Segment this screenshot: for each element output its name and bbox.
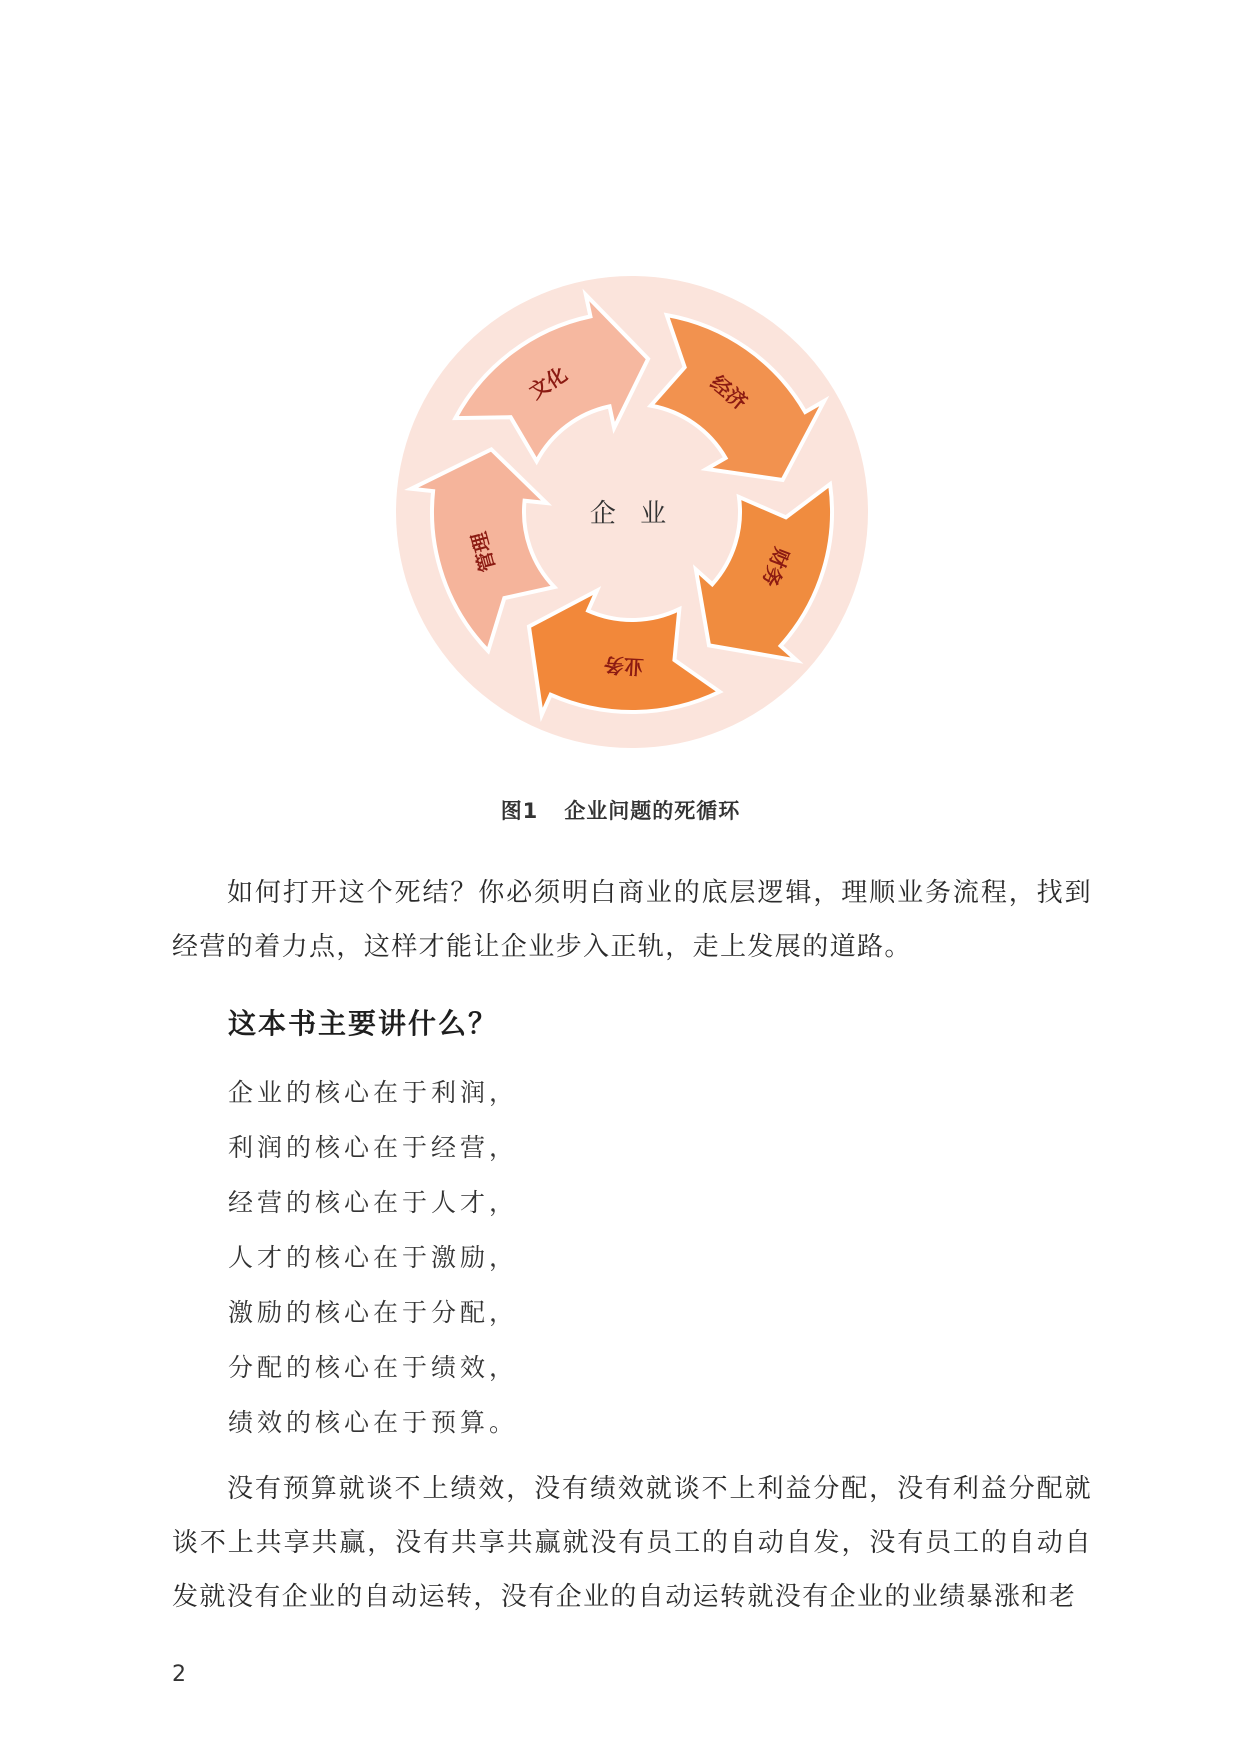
cycle-segment-label: 文化 — [524, 361, 572, 404]
page-number: 2 — [172, 1662, 186, 1687]
list-item: 分配的核心在于绩效， — [228, 1353, 519, 1382]
list-item: 企业的核心在于利润， — [228, 1078, 519, 1107]
section-heading: 这本书主要讲什么？ — [228, 1007, 499, 1040]
paragraph-1: 如何打开这个死结？你必须明白商业的底层逻辑，理顺业务流程，找到经营的着力点，这样才能让企业步入正轨，走上发展的道路。 — [172, 878, 1092, 962]
paragraph-2: 没有预算就谈不上绩效，没有绩效就谈不上利益分配，没有利益分配就谈不上共享共赢，没有共享共赢就没有员工的自动自发，没有员工的自动自发就没有企业的自动运转，没有企业的自动运转就没有企业的业绩暴涨和老 — [172, 1474, 1092, 1612]
center-label: 企 业 — [589, 499, 675, 529]
cycle-segment-label: 经济 — [705, 370, 753, 415]
figure-caption — [0, 795, 1241, 825]
caption-text: 企业问题的死循环 — [564, 799, 741, 823]
list-item: 绩效的核心在于预算。 — [228, 1408, 519, 1437]
cycle-segment-label: 业务 — [603, 652, 645, 679]
cycle-segment-label: 财务 — [757, 544, 795, 591]
cycle-diagram-svg — [392, 272, 872, 752]
list-item: 人才的核心在于激励， — [228, 1243, 519, 1272]
cycle-diagram — [392, 272, 872, 752]
list-item: 经营的核心在于人才， — [228, 1188, 519, 1217]
cycle-segment-label: 管理 — [466, 529, 501, 575]
caption-number: 图1 — [500, 799, 539, 823]
list-item: 利润的核心在于经营， — [228, 1133, 519, 1162]
core-chain-list — [228, 1065, 518, 1450]
list-item: 激励的核心在于分配， — [228, 1298, 519, 1327]
